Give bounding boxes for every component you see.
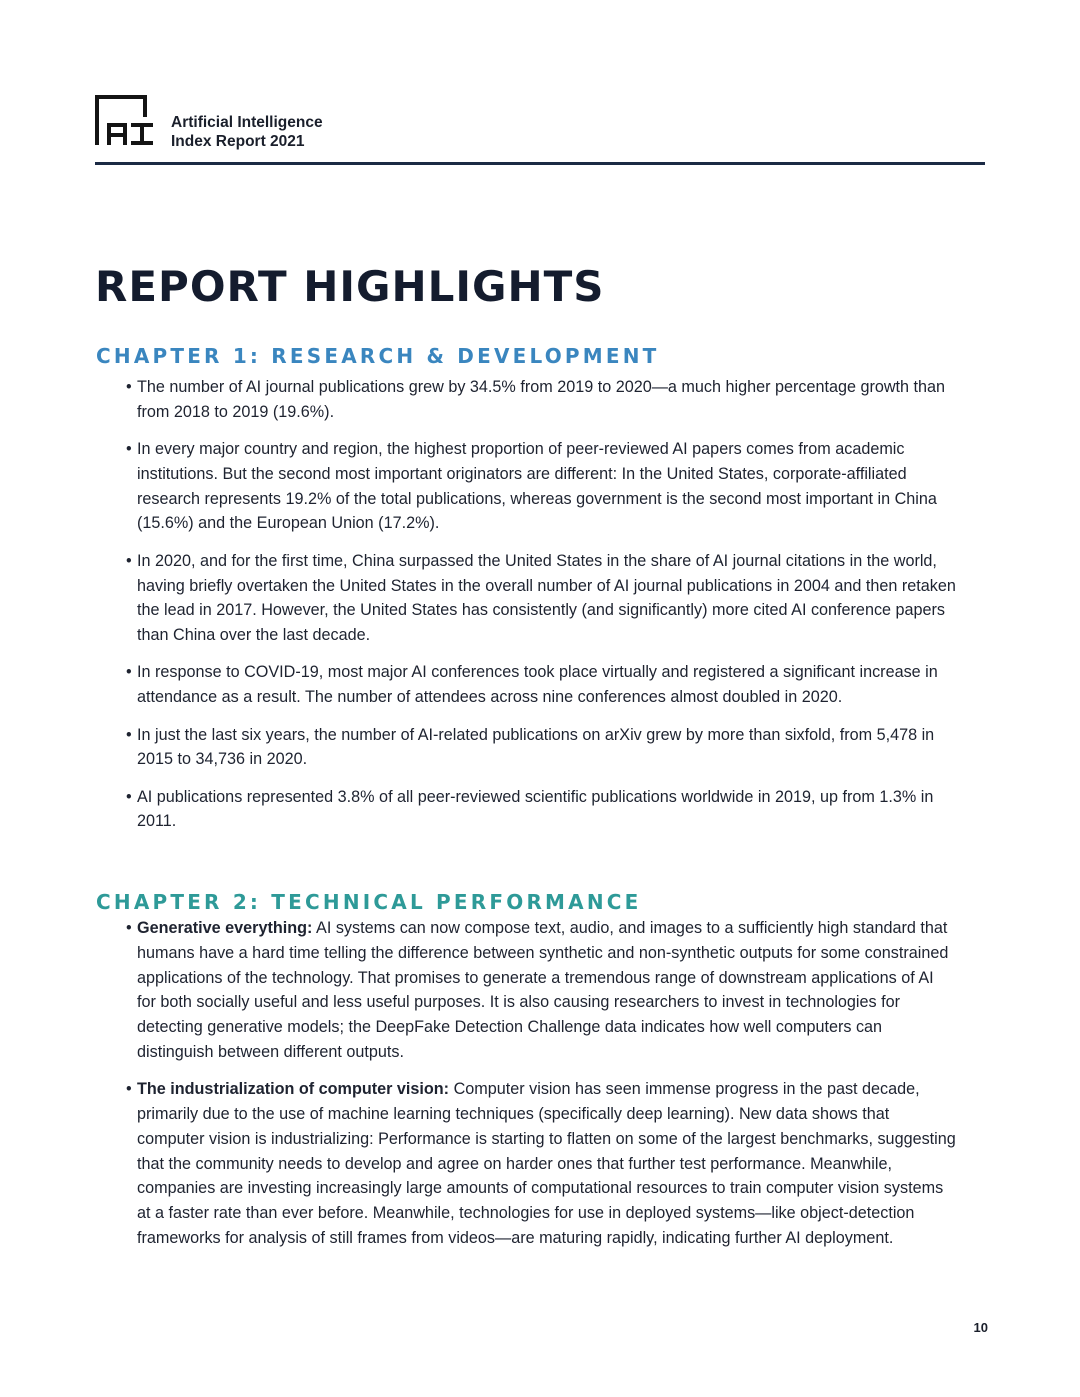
list-item (126, 785, 956, 835)
bullet-text: AI systems can now compose text, audio, and images to a sufficiently high standard that humans have a hard time telling the difference between synthetic and non-synthetic outputs for some constrained applications of the technology. That promises to generate a tremendous range of downstream applications of AI for both socially useful and less useful purposes. It is also causing researchers to invest in technologies for detecting generative models; the DeepFake Detection Challenge data indicates how well computers can distinguish between different outputs. (137, 919, 949, 1061)
bullet-text: Computer vision has seen immense progress in the past decade, primarily due to the use of machine learning techniques (specifically deep learning). New data shows that computer vision is industrializing: Performance is starting to flatten on some of the largest benchmarks, suggesting that the community needs to develop and agree on harder ones that further test performance. Meanwhile, companies are investing increasingly large amounts of computational resources to train computer vision systems at a faster rate than ever before. Meanwhile, technologies for use in deployed systems—like object-detection frameworks for analysis of still frames from videos—are maturing rapidly, indicating further AI deployment. (137, 1080, 956, 1248)
chapter-2-heading: CHAPTER 2: TECHNICAL PERFORMANCE (96, 890, 642, 914)
brand-line-1: Artificial Intelligence (171, 114, 323, 131)
bullet-text: AI publications represented 3.8% of all peer-reviewed scientific publications worldwide in 2019, up from 1.3% in 2011. (137, 787, 934, 831)
chapter-1-bullets (126, 375, 956, 847)
list-item (126, 375, 956, 425)
list-item (126, 723, 956, 773)
list-item (126, 660, 956, 710)
page-number: 10 (973, 1320, 988, 1335)
chapter-2-bullets (126, 916, 956, 1263)
bullet-text: In 2020, and for the first time, China surpassed the United States in the share of AI journal citations in the world, having briefly overtaken the United States in the overall number of AI journal publications in 2004 and then retaken the lead in 2017. However, the United States has consistently (and significantly) more cited AI conference papers than China over the last decade. (137, 551, 956, 645)
list-item (126, 549, 956, 648)
list-item (126, 1077, 956, 1251)
list-item (126, 437, 956, 536)
bullet-text: In response to COVID-19, most major AI conferences took place virtually and registered a significant increase in attendance as a result. The number of attendees across nine conferences almost doubled in 2020. (137, 663, 938, 707)
header-divider (95, 162, 985, 165)
bullet-text: In just the last six years, the number of AI-related publications on arXiv grew by more than sixfold, from 5,478 in 2015 to 34,736 in 2020. (137, 725, 935, 769)
list-item (126, 916, 956, 1065)
chapter-1-heading: CHAPTER 1: RESEARCH & DEVELOPMENT (96, 344, 660, 368)
page-title: REPORT HIGHLIGHTS (95, 262, 605, 311)
bullet-text: The number of AI journal publications grew by 34.5% from 2019 to 2020—a much higher percentage growth than from 2018 to 2019 (19.6%). (137, 378, 946, 421)
ai-index-logo (95, 95, 155, 147)
brand-line-2: Index Report 2021 (171, 133, 305, 150)
bullet-text: In every major country and region, the highest proportion of peer-reviewed AI papers comes from academic institutions. But the second most important originators are different: In the United States, corporate-affiliated research represents 19.2% of the total publications, whereas government is the second most important in China (15.6%) and the European Union (17.2%). (137, 440, 937, 533)
bullet-lead: Generative everything: (137, 919, 313, 937)
report-brand (171, 113, 323, 151)
bullet-lead: The industrialization of computer vision: (137, 1080, 450, 1099)
